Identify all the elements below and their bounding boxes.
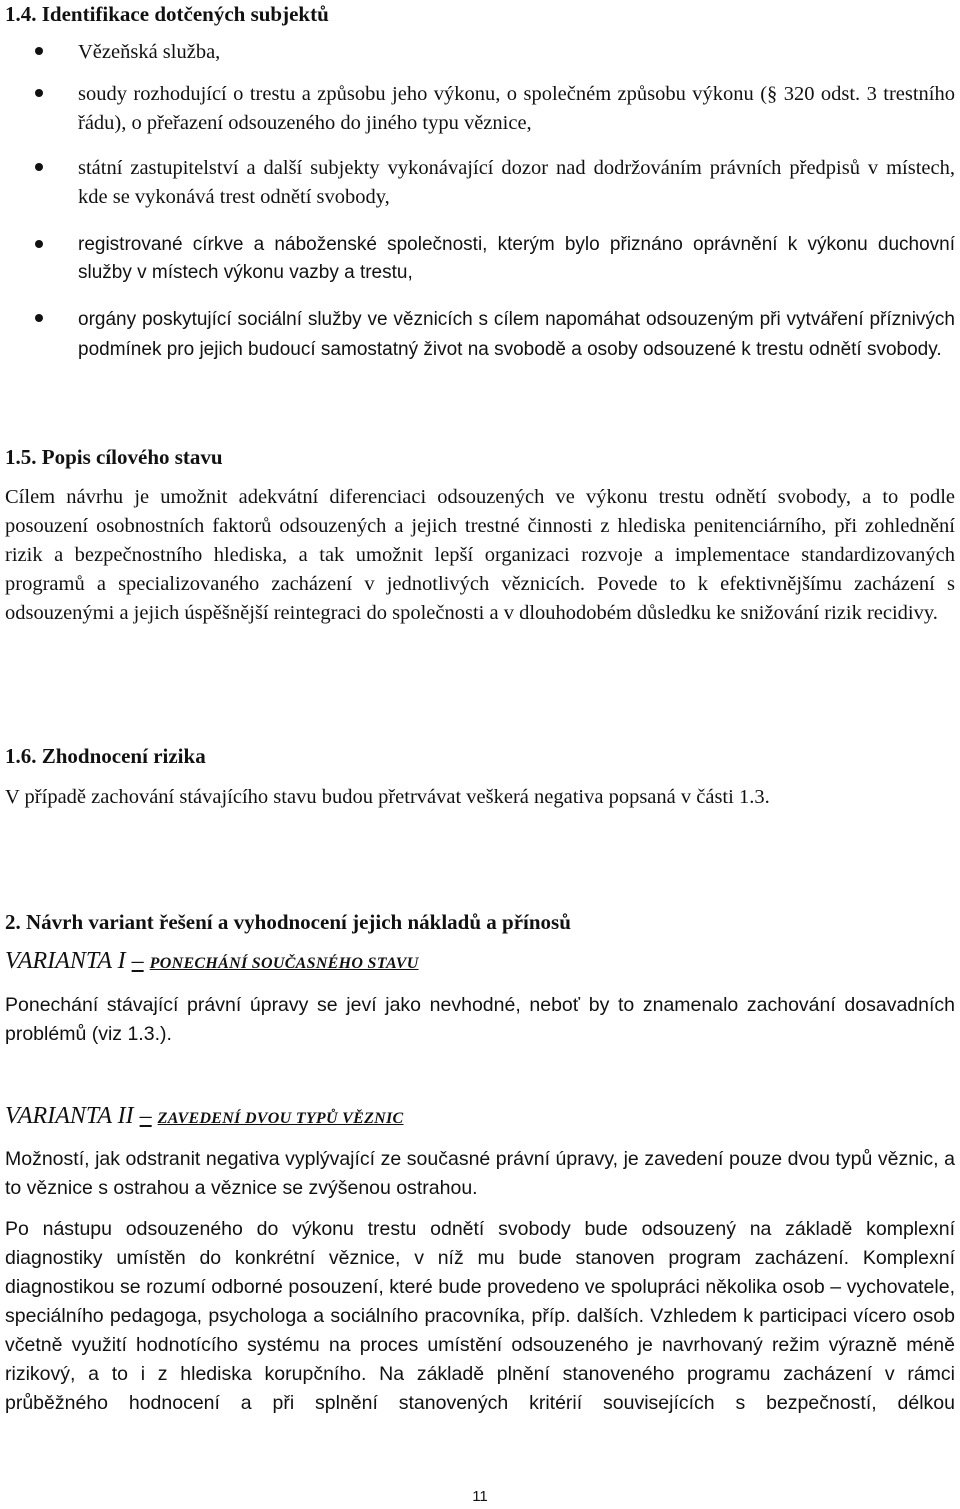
list-item: orgány poskytující sociální služby ve věznicích s cílem napomáhat odsouzeným při vytváření příznivých podmínek pro jejich budoucí samostatný život na svobodě a osoby odsouzené k trestu odnětí svobody. <box>0 305 960 365</box>
list-item: státní zastupitelství a další subjekty vykonávající dozor nad dodržováním právních předpisů v místech, kde se vykonává trest odnětí svobody, <box>0 154 960 212</box>
bullet-icon <box>35 163 43 171</box>
section-1-5-heading: 1.5. Popis cílového stavu <box>5 445 223 469</box>
bullet-icon <box>35 47 43 55</box>
bullet-icon <box>35 314 43 322</box>
section-2-heading: 2. Návrh variant řešení a vyhodnocení jejich nákladů a přínosů <box>5 910 571 934</box>
variant-2-paragraph-2: Po nástupu odsouzeného do výkonu trestu odnětí svobody bude odsouzený na základě komplexní diagnostiky umístěn do konkrétní věznice, v níž mu bude stanoven program zacházení. Komplexní diagnostikou se rozumí odborné posouzení, které bude provedeno ve spolupráci několika osob – vychovatele, speciálního pedagoga, psychologa a sociálního pracovníka, příp. dalších. Vzhledem k participaci vícero osob včetně využití hodnotícího systému na proces umístění odsouzeného je navrhovaný režim výrazně méně rizikový, a to i z hlediska korupčního. Na základě plnění stanoveného programu zacházení v rámci průběžného hodnocení a při splnění stanovených kritérií souvisejících s bezpečností, délkou <box>5 1218 955 1414</box>
list-item: soudy rozhodující o trestu a způsobu jeho výkonu, o společném způsobu výkonu (§ 320 odst. 3 trestního řádu), o přeřazení odsouzeného do jiného typu věznice, <box>0 80 960 138</box>
bullet-icon <box>35 240 43 248</box>
subjects-list <box>0 38 960 365</box>
variant-2-title: VARIANTA II – ZAVEDENÍ DVOU TYPŮ VĚZNIC <box>5 1103 404 1129</box>
section-1-4-heading: 1.4. Identifikace dotčených subjektů <box>5 2 329 26</box>
variant-1-title: VARIANTA I – PONECHÁNÍ SOUČASNÉHO STAVU <box>5 948 419 974</box>
list-item: registrované církve a náboženské společnosti, kterým bylo přiznáno oprávnění k výkonu duchovní služby v místech výkonu vazby a trestu, <box>0 231 960 287</box>
section-1-6-paragraph: V případě zachování stávajícího stavu budou přetrvávat veškerá negativa popsaná v části 1.3. <box>5 786 770 808</box>
section-1-5-paragraph: Cílem návrhu je umožnit adekvátní diferenciaci odsouzených ve výkonu trestu odnětí svobody, a to podle posouzení osobnostních faktorů odsouzených a jejich trestné činnosti z hlediska penitenciárního, při zohlednění rizik a bezpečnostního hlediska, a tak umožnit lepší organizaci rozvoje a implementace standardizovaných programů a specializovaného zacházení v jednotlivých věznicích. Povede to k efektivnějšímu zacházení s odsouzenými a jejich úspěšnější reintegraci do společnosti a v dlouhodobém důsledku ke snižování rizik recidivy. <box>5 486 955 624</box>
list-item: Vězeňská služba, <box>0 38 960 66</box>
variant-2-paragraph-1: Možností, jak odstranit negativa vyplývající ze současné právní úpravy, je zavedení pouze dvou typů věznic, a to věznice s ostrahou a věznice se zvýšenou ostrahou. <box>5 1148 955 1199</box>
section-1-6-heading: 1.6. Zhodnocení rizika <box>5 744 206 768</box>
variant-1-paragraph: Ponechání stávající právní úpravy se jeví jako nevhodné, neboť by to znamenalo zachování dosavadních problémů (viz 1.3.). <box>5 994 955 1045</box>
page-number: 11 <box>472 1488 488 1505</box>
bullet-icon <box>35 89 43 97</box>
